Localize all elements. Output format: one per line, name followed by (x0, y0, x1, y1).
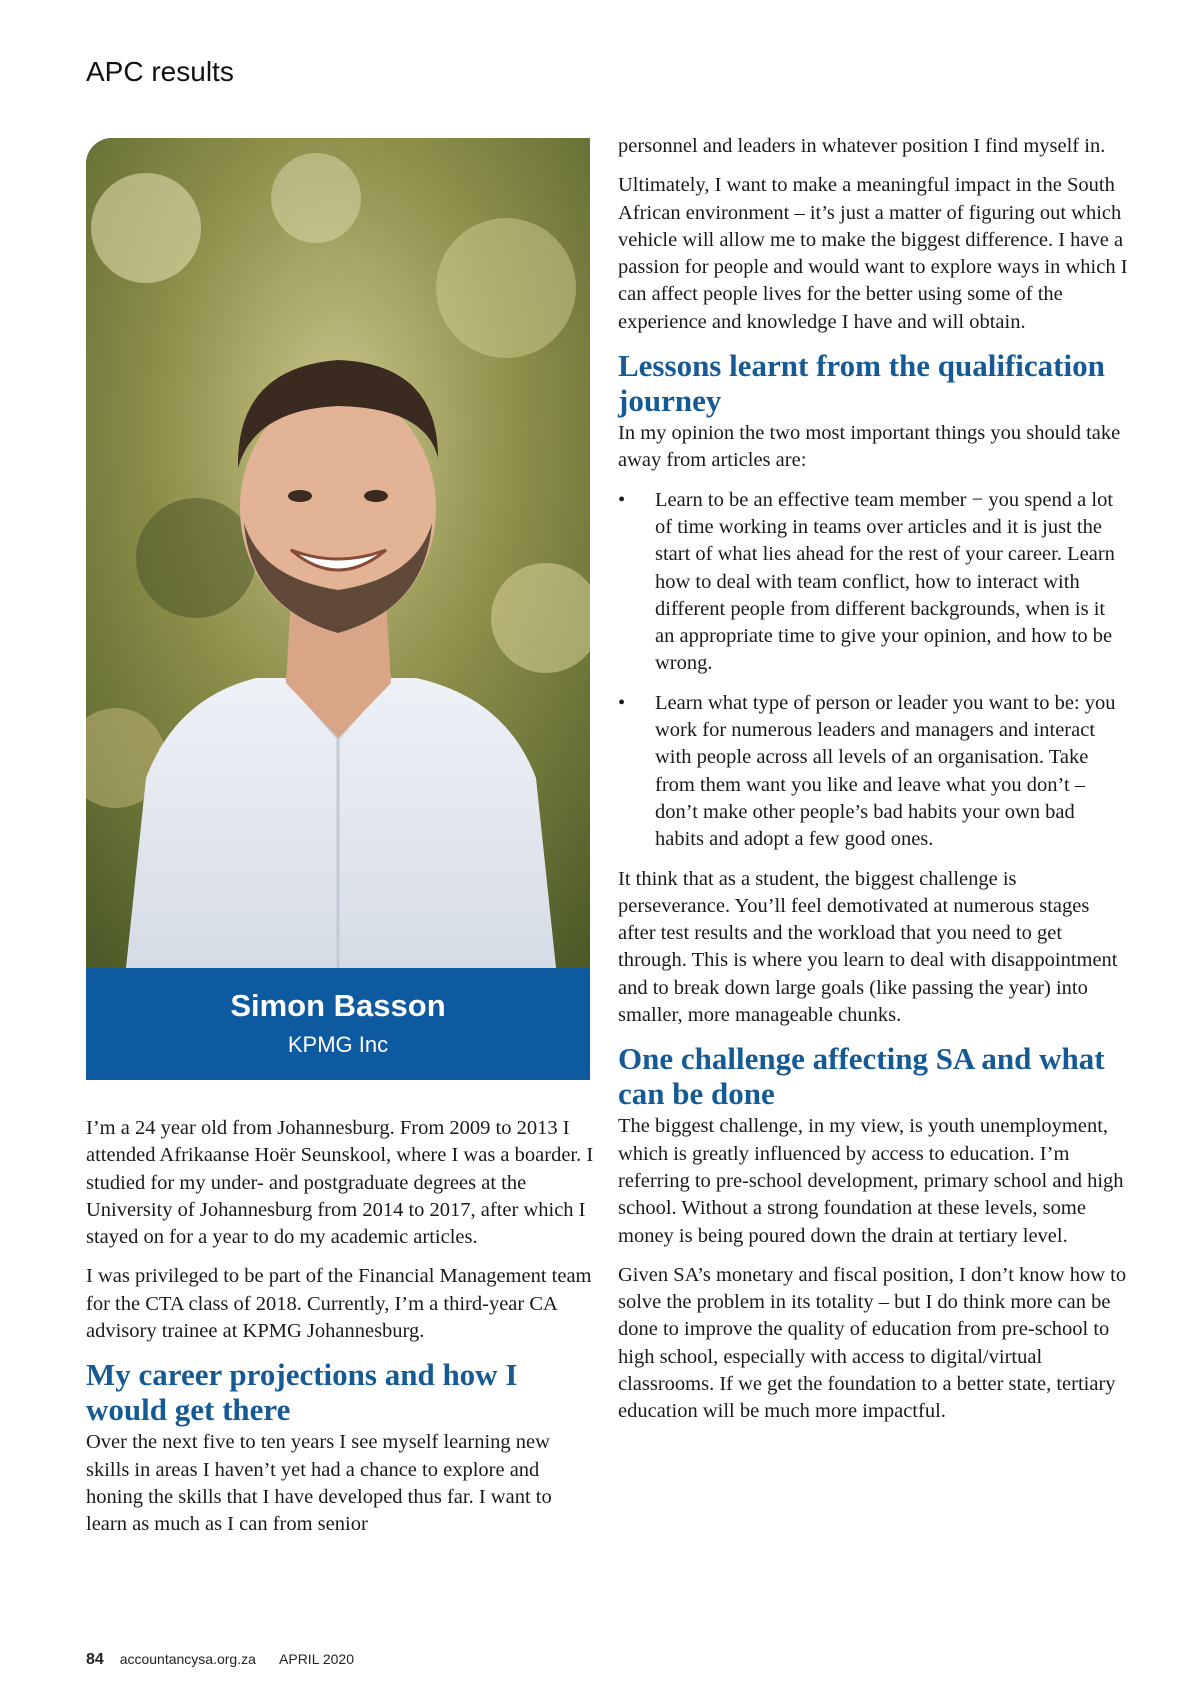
left-column (86, 1115, 594, 1551)
profile-caption (86, 968, 590, 1080)
profile-photo (86, 138, 590, 968)
list-item (618, 487, 1128, 678)
section-heading: Lessons learnt from the qualification journey (618, 348, 1105, 419)
footer-issue: APRIL 2020 (279, 1651, 354, 1667)
footer-website: accountancysa.org.za (119, 1651, 256, 1667)
profile-name: Simon Basson (230, 988, 446, 1023)
paragraph: It think that as a student, the biggest challenge is perseverance. You’ll feel demotivated at numerous stages after test results and the workload that you need to get through. This is where you learn to deal with disappointment and to break down large goals (like passing the year) into smaller, more manageable chunks. (618, 867, 1118, 1027)
paragraph: In my opinion the two most important things you should take away from articles are: (618, 422, 1121, 472)
list-item-text: Learn to be an effective team member − you spend a lot of time working in teams over articles and it is just the start of what lies ahead for the rest of your career. Learn how to deal with team conflict, how to interact with different people from different backgrounds, when is it an appropriate time to give your opinion, and how to be wrong. (655, 488, 1115, 675)
paragraph: Ultimately, I want to make a meaningful impact in the South African environment – it’s just a matter of figuring out which vehicle will allow me to make the biggest difference. I have a passion for people and would want to explore ways in which I can affect people lives for the better using some of the experience and knowledge I have and will obtain. (618, 174, 1128, 333)
list-item (618, 690, 1128, 854)
section-heading: My career projections and how I would get there (86, 1357, 518, 1428)
bullet-icon: • (618, 488, 626, 511)
paragraph: I was privileged to be part of the Financial Management team for the CTA class of 2018. Currently, I’m a third-year CA advisory trainee at KPMG Johannesburg. (86, 1265, 592, 1343)
profile-company: KPMG Inc (287, 1032, 389, 1057)
list-item-text: Learn what type of person or leader you want to be: you work for numerous leaders and managers and interact with people across all levels of an organisation. Take from them want you like and leave what you don’t – don’t make other people’s bad habits your own bad habits and adopt a few good ones. (655, 691, 1116, 851)
section-heading: One challenge affecting SA and what can be done (618, 1041, 1105, 1112)
page-footer (86, 1651, 354, 1669)
right-column (618, 133, 1128, 1438)
page-number: 84 (86, 1651, 104, 1668)
paragraph: Over the next five to ten years I see myself learning new skills in areas I haven’t yet had a chance to explore and honing the skills that I have developed thus far. I want to learn as much as I can from senior (86, 1431, 552, 1536)
paragraph: I’m a 24 year old from Johannesburg. From 2009 to 2013 I attended Afrikaanse Hoër Seunskool, where I was a boarder. I studied for my under- and postgraduate degrees at the University of Johannesburg from 2014 to 2017, after which I stayed on for a year to do my academic articles. (86, 1117, 594, 1249)
bullet-icon: • (618, 691, 626, 714)
paragraph: Given SA’s monetary and fiscal position, I don’t know how to solve the problem in its totality – but I do think more can be done to improve the quality of education from pre-school to high school, especially with access to digital/virtual classrooms. If we get the foundation to a better state, tertiary education will be much more impactful. (618, 1263, 1127, 1423)
paragraph: personnel and leaders in whatever position I find myself in. (618, 135, 1106, 157)
bullet-list (618, 487, 1128, 854)
section-label: APC results (86, 56, 234, 87)
paragraph: The biggest challenge, in my view, is youth unemployment, which is greatly influenced by access to education. I’m referring to pre-school development, primary school and high school. Without a strong foundation at these levels, some money is being poured down the drain at tertiary level. (618, 1115, 1124, 1247)
